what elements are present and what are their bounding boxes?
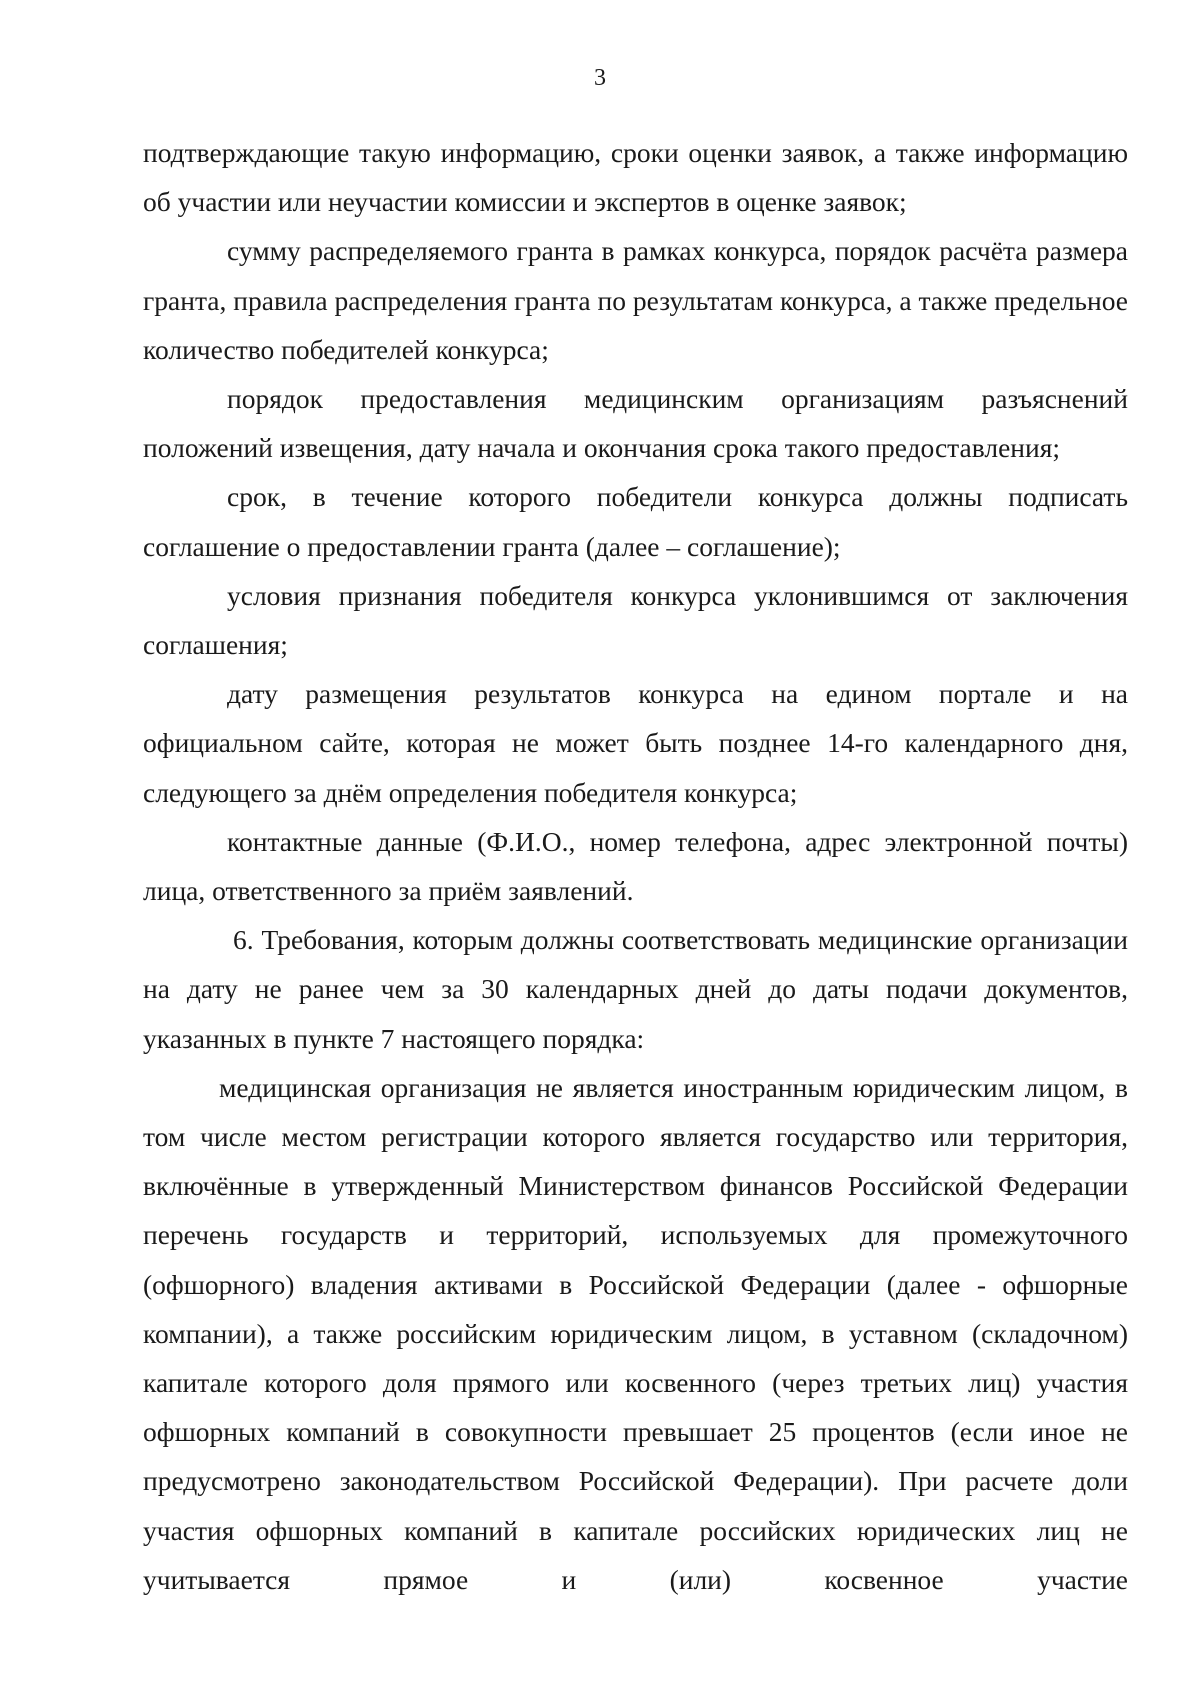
document-body xyxy=(143,128,1128,1604)
paragraph: порядок предоставления медицинским организациям разъяснений положений извещения, дату начала и окончания срока такого предоставления; xyxy=(143,383,1128,464)
paragraph: подтверждающие такую информацию, сроки оценки заявок, а также информацию об участии или неучастии комиссии и экспертов в оценке заявок; xyxy=(143,137,1128,218)
paragraph: медицинская организация не является иностранным юридическим лицом, в том числе местом регистрации которого является государство или территория, включённые в утвержденный Министерством финансов Российской Федерации перечень государств и территорий, используемых для промежуточного (офшорного) владения активами в Российской Федерации (далее - офшорные компании), а также российским юридическим лицом, в уставном (складочном) капитале которого доля прямого или косвенного (через третьих лиц) участия офшорных компаний в совокупности превышает 25 процентов (если иное не предусмотрено законодательством Российской Федерации). При расчете доли участия офшорных компаний в капитале российских юридических лиц не учитывается прямое и (или) косвенное участие xyxy=(143,1071,1128,1595)
paragraph: срок, в течение которого победители конкурса должны подписать соглашение о предоставлении гранта (далее – соглашение); xyxy=(143,481,1128,562)
paragraph: дату размещения результатов конкурса на едином портале и на официальном сайте, которая не может быть позднее 14-го календарного дня, следующего за днём определения победителя конкурса; xyxy=(143,678,1128,808)
section-paragraph: 6. Требования, которым должны соответствовать медицинские организации на дату не ранее чем за 30 календарных дней до даты подачи документов, указанных в пункте 7 настоящего порядка: xyxy=(143,924,1128,1054)
paragraph: сумму распределяемого гранта в рамках конкурса, порядок расчёта размера гранта, правила распределения гранта по результатам конкурса, а также предельное количество победителей конкурса; xyxy=(143,235,1128,365)
page-number: 3 xyxy=(594,65,606,91)
paragraph: условия признания победителя конкурса уклонившимся от заключения соглашения; xyxy=(143,579,1128,661)
paragraph: контактные данные (Ф.И.О., номер телефона, адрес электронной почты) лица, ответственного за приём заявлений. xyxy=(143,825,1128,907)
